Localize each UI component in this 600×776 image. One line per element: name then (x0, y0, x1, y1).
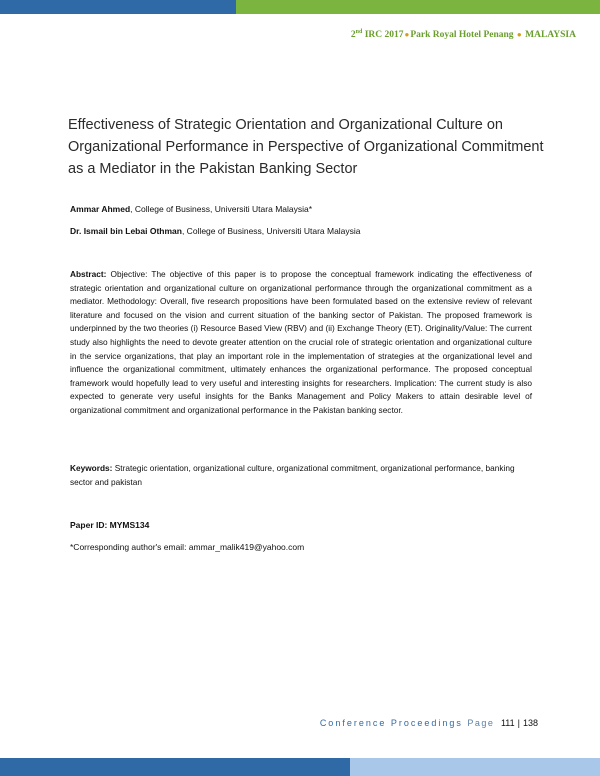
top-bar-green-segment (236, 0, 600, 14)
page-number: 111 (500, 718, 515, 728)
bullet-dot-icon: ● (404, 30, 410, 40)
keywords-text: Strategic orientation, organizational culture, organizational commitment, organizational performance, banking sector and pakistan (70, 463, 515, 487)
conf-number: 2 (350, 30, 356, 41)
conference-header (351, 29, 576, 40)
keywords (70, 462, 532, 489)
conf-venue: Park Royal Hotel Penang (410, 30, 514, 41)
author-line-2 (70, 226, 361, 236)
conf-number-suffix: nd (355, 29, 363, 35)
paper-id: Paper ID: MYMS134 (70, 520, 150, 530)
top-bar-blue-segment (0, 0, 236, 14)
conf-name: IRC 2017 (364, 30, 404, 41)
bottom-bar-light-segment (350, 758, 600, 776)
top-decor-bar (0, 0, 600, 14)
abstract-text: Objective: The objective of this paper is to propose the conceptual framework indicating the effectiveness of strategic orientation and organizational culture on organizational performance through the organizational commitment as a mediator. Methodology: Overall, five research propositions have been formulated based on the extensive review of relevant literature and focused on the vision and current situation of the banking sector of Pakistan. The proposed framework is underpinned by the two theories (i) Resource Based View (RBV) and (ii) Exchange Theory (ET). Originality/Value: The current study also highlights the need to devote greater attention on the crucial role of strategic orientation and organizational culture in the service organizations, that play an important role in the implementation of strategies at the organizational level and influence the organizational commitment, ultimately enhances the organizational performance. The proposed conceptual framework would hopefully lead to very useful and interesting insights for researchers. Implication: The current study is also expected to generate very useful insights for the Banks Management and Policy Makers to attain desirable level of organizational commitment and organizational performance in the Pakistan banking sector. (70, 269, 532, 415)
keywords-label: Keywords: (70, 463, 113, 473)
author-affiliation: , College of Business, Universiti Utara Malaysia* (130, 204, 313, 214)
author-name: Dr. Ismail bin Lebai Othman (70, 226, 182, 236)
abstract-label: Abstract: (70, 269, 107, 279)
footer-conference: Conference Proceedings (319, 718, 463, 728)
bottom-decor-bar (0, 758, 600, 776)
conf-country: MALAYSIA (525, 30, 576, 41)
corresponding-email: *Corresponding author's email: ammar_malik419@yahoo.com (70, 542, 305, 552)
bullet-dot-icon: ● (516, 30, 522, 40)
page-separator: | (517, 718, 520, 728)
footer-page-word: Page (467, 718, 495, 728)
abstract (70, 268, 532, 418)
author-line-1 (70, 204, 312, 214)
author-affiliation: , College of Business, Universiti Utara Malaysia (181, 226, 361, 236)
author-name: Ammar Ahmed (70, 204, 131, 214)
page-footer (320, 718, 538, 728)
bottom-bar-dark-segment (0, 758, 350, 776)
paper-title: Effectiveness of Strategic Orientation and Organizational Culture on Organizational Performance in Perspective of Organizational Commitment as a Mediator in the Pakistan Banking Sector (68, 117, 544, 177)
page-total: 138 (522, 718, 538, 728)
